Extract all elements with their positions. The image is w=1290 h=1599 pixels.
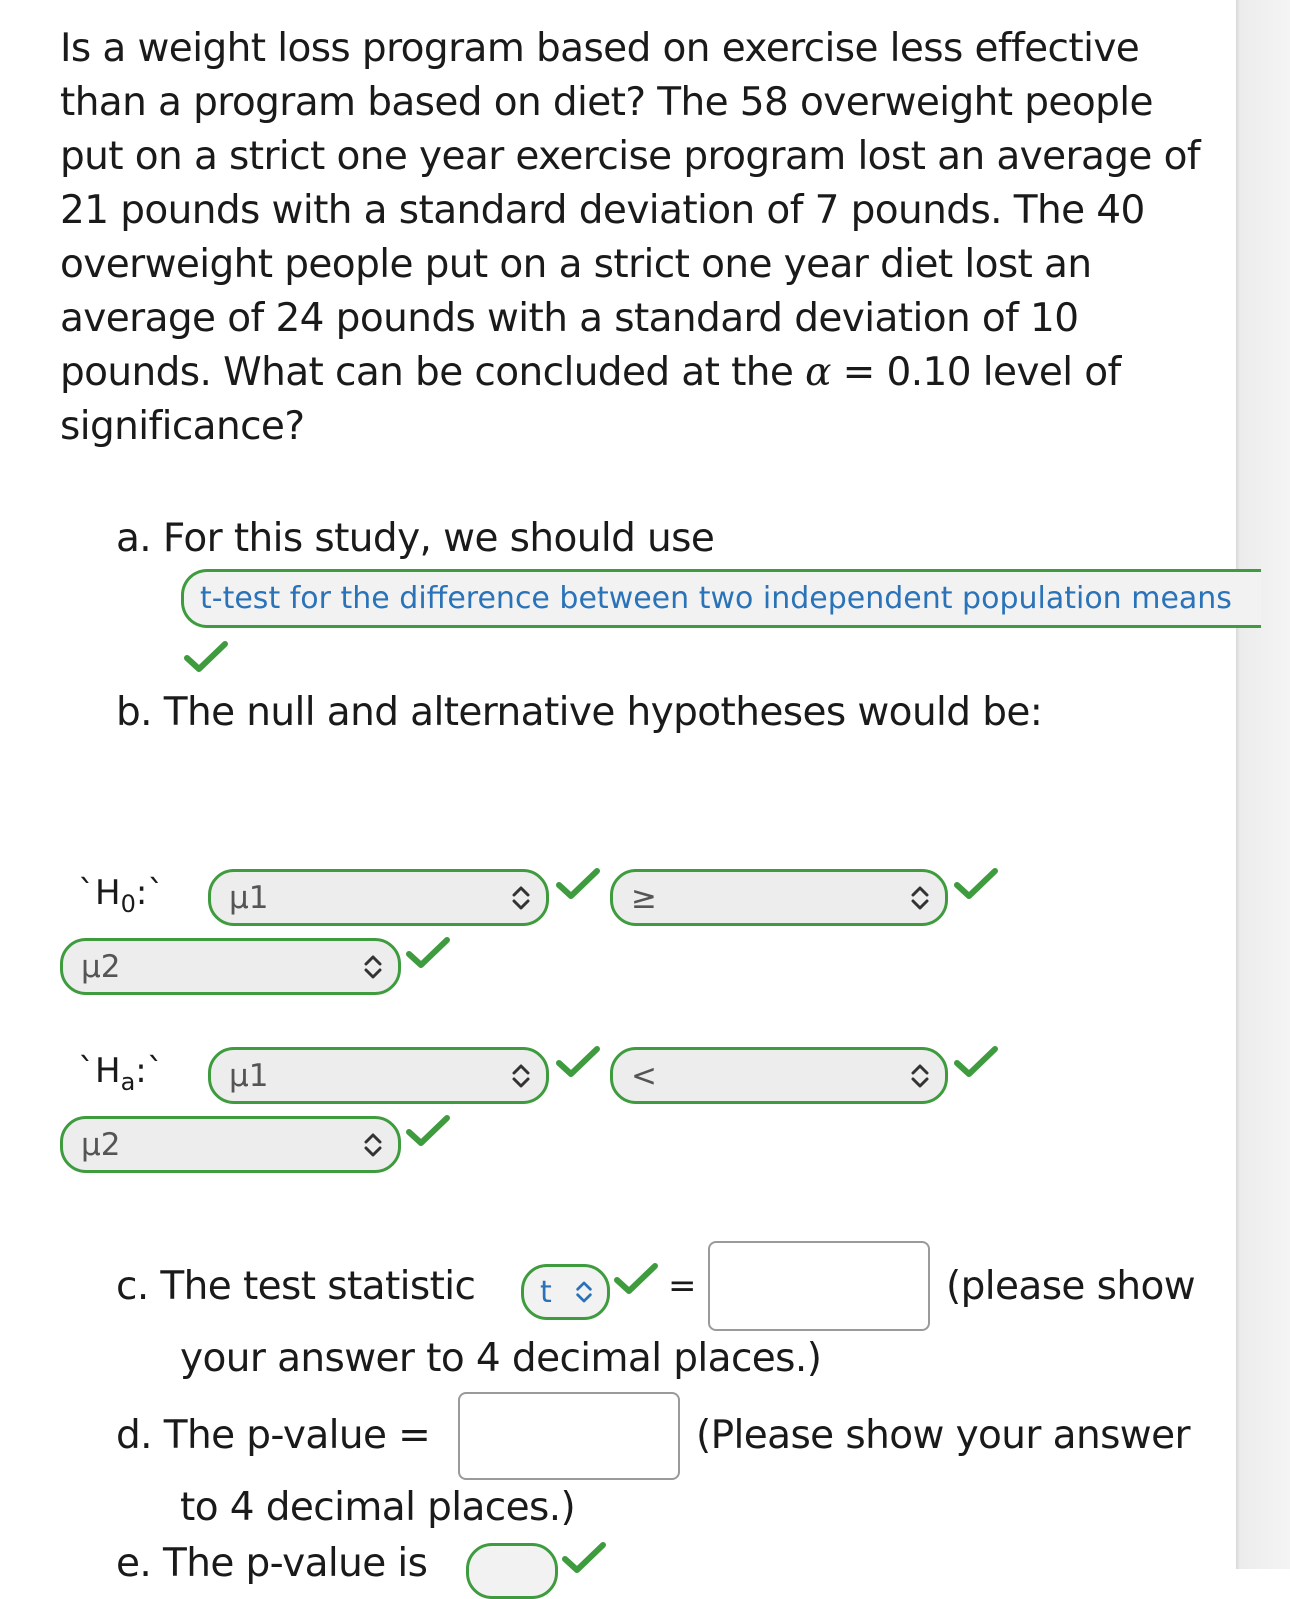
- chevron-updown-icon: [362, 953, 384, 981]
- chevron-updown-icon: [362, 1131, 384, 1159]
- h0-left-select[interactable]: [208, 869, 549, 926]
- ha-left-value: μ1: [229, 1058, 269, 1094]
- test-statistic-value: t: [540, 1275, 552, 1310]
- part-e-label: e. The p-value is: [116, 1541, 428, 1586]
- chevron-updown-icon: [909, 884, 931, 912]
- chevron-updown-icon: [574, 1279, 594, 1305]
- scrollbar-track[interactable]: [1236, 0, 1290, 1569]
- equals-sign: =: [668, 1266, 696, 1306]
- ha-left-select[interactable]: [208, 1047, 549, 1104]
- question-text: Is a weight loss program based on exercise less effective than a program based on diet? The 58 overweight people put on a strict one year exercise program lost an average of 21 pounds with a standard deviation of 7 pounds. The 40 overweight people put on a strict one year diet lost an average of 24 pounds with a standard deviation of 10 pounds. What can be concluded at the α = 0.10 level of significance?: [60, 26, 1200, 449]
- part-d-label: d. The p-value =: [116, 1413, 431, 1458]
- ha-operator-select[interactable]: [610, 1047, 948, 1104]
- check-icon: [562, 1541, 606, 1575]
- check-icon: [614, 1262, 658, 1296]
- h0-right-select[interactable]: [60, 938, 401, 995]
- ha-label: $`H_a:`$: [78, 1051, 164, 1096]
- part-c-label: c. The test statistic: [116, 1264, 476, 1309]
- h0-left-value: μ1: [229, 880, 269, 916]
- part-d-note-2: to 4 decimal places.): [180, 1485, 576, 1530]
- p-value-input[interactable]: [458, 1392, 680, 1480]
- test-statistic-input[interactable]: [708, 1241, 930, 1331]
- check-icon: [556, 1045, 600, 1079]
- test-type-select[interactable]: t-test for the difference between two independent population means: [181, 569, 1261, 628]
- part-d-note-1: (Please show your answer: [696, 1413, 1190, 1458]
- part-b-label: b. The null and alternative hypotheses would be:: [116, 690, 1043, 735]
- ha-right-value: μ2: [81, 1127, 121, 1163]
- check-icon: [556, 867, 600, 901]
- p-value-comparison-select[interactable]: [466, 1543, 558, 1599]
- part-a-label: a. For this study, we should use: [116, 516, 715, 561]
- check-icon: [406, 936, 450, 970]
- alpha-symbol: α: [805, 350, 831, 395]
- check-icon: [954, 1045, 998, 1079]
- check-icon: [406, 1114, 450, 1148]
- h0-operator-value: ≥: [631, 880, 657, 916]
- h0-label: $`H_0:`$: [78, 873, 165, 918]
- check-icon: [184, 640, 228, 674]
- h0-right-value: μ2: [81, 949, 121, 985]
- part-c-note-1: (please show: [946, 1264, 1196, 1309]
- ha-right-select[interactable]: [60, 1116, 401, 1173]
- part-c-note-2: your answer to 4 decimal places.): [180, 1336, 822, 1381]
- h0-operator-select[interactable]: [610, 869, 948, 926]
- chevron-updown-icon: [510, 1062, 532, 1090]
- ha-operator-value: <: [631, 1058, 657, 1094]
- check-icon: [954, 867, 998, 901]
- chevron-updown-icon: [909, 1062, 931, 1090]
- chevron-updown-icon: [510, 884, 532, 912]
- test-statistic-select[interactable]: [521, 1264, 610, 1320]
